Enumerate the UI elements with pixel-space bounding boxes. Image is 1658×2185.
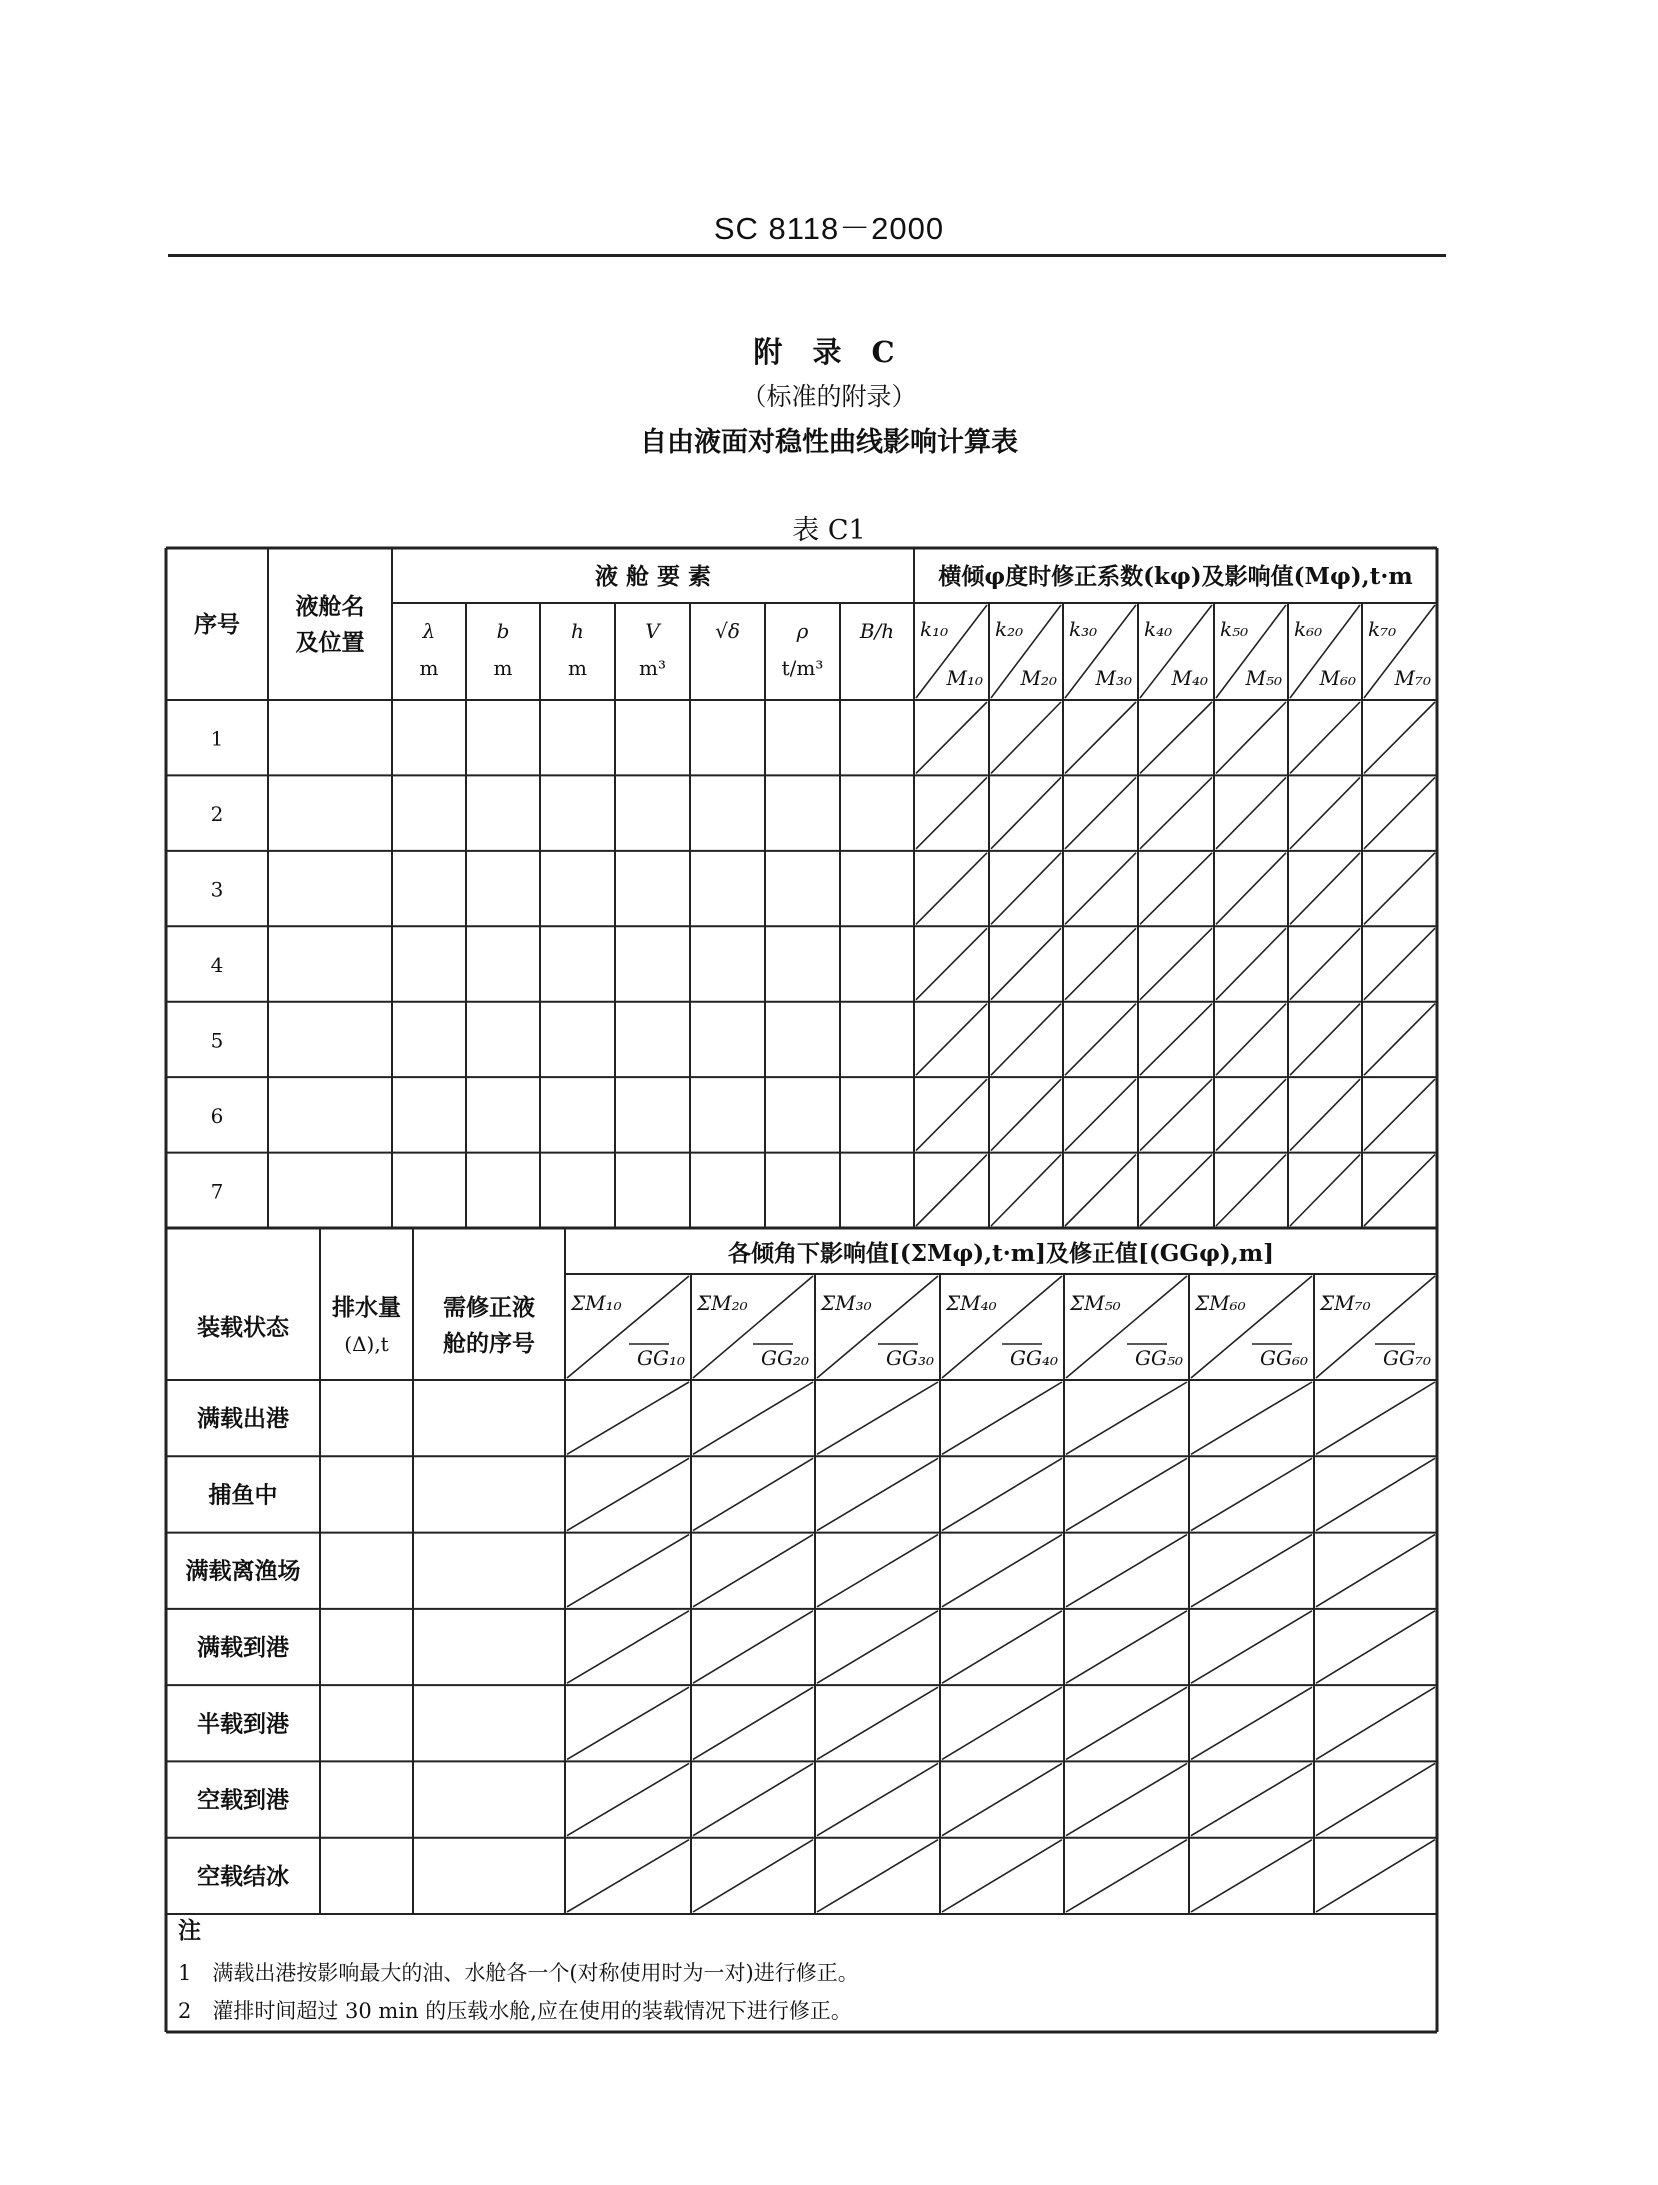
table1-cell-diagonal: [916, 1004, 987, 1075]
table2-cell-diagonal: [942, 1687, 1062, 1759]
table2-gg-label: GG₄₀: [1010, 1346, 1058, 1370]
table1-k-label: k₃₀: [1069, 617, 1098, 641]
table1-cell-diagonal: [1216, 928, 1286, 999]
table1-cell-diagonal: [991, 1079, 1061, 1150]
table2-cell-diagonal: [567, 1763, 689, 1835]
table2-state-label: 空载到港: [197, 1786, 289, 1814]
table1-element-symbol: ρ: [796, 619, 809, 643]
table1-elements-group-header: 液 舱 要 素: [594, 563, 712, 590]
table1-cell-diagonal: [1065, 1004, 1136, 1075]
table1-k-label: k₅₀: [1220, 617, 1249, 641]
table1-row-number: 4: [210, 953, 224, 977]
table2-cell-diagonal: [1191, 1687, 1312, 1759]
table1-cell-diagonal: [1140, 928, 1212, 999]
table1-element-unit: m: [493, 656, 513, 680]
table2-cell-diagonal: [567, 1382, 689, 1454]
table2-cell-diagonal: [1066, 1687, 1187, 1759]
table1-cell-diagonal: [1216, 1155, 1286, 1226]
table2-state-label: 空载结冰: [197, 1862, 289, 1890]
table1-m-label: M₅₀: [1245, 666, 1282, 690]
table1-cell-diagonal: [1065, 928, 1136, 999]
table1-m-label: M₆₀: [1319, 666, 1356, 690]
table1-row-number: 3: [210, 877, 224, 902]
table1-k-label: k₂₀: [995, 617, 1024, 641]
table2-sum-m-label: ΣM₅₀: [1070, 1291, 1121, 1315]
table1-cell-diagonal: [1364, 1155, 1435, 1226]
table1-element-unit: m: [419, 656, 439, 680]
table2-gg-label: GG₇₀: [1383, 1346, 1431, 1370]
table1-cell-diagonal: [1290, 1155, 1360, 1226]
table2-gg-label: GG₅₀: [1135, 1346, 1183, 1370]
table2-cell-diagonal: [567, 1535, 689, 1607]
table2-cell-diagonal: [693, 1382, 813, 1454]
table2-cell-diagonal: [693, 1611, 813, 1683]
table1-m-label: M₃₀: [1095, 666, 1132, 690]
table2-cell-diagonal: [1066, 1382, 1187, 1454]
table2-cell-diagonal: [693, 1687, 813, 1759]
table2-cell-diagonal: [817, 1382, 938, 1454]
table1-cell-diagonal: [1216, 702, 1286, 773]
table2-cell-diagonal: [817, 1763, 938, 1835]
table1-element-symbol: √δ: [715, 619, 740, 643]
table2-cell-diagonal: [693, 1840, 813, 1912]
table2-cell-diagonal: [1191, 1382, 1312, 1454]
table1-cell-diagonal: [1364, 702, 1435, 773]
table1-k-label: k₄₀: [1144, 617, 1173, 641]
table1-cell-diagonal: [1065, 702, 1136, 773]
table2-displacement-header-line2: (Δ),t: [344, 1332, 389, 1356]
table1-element-unit: m³: [639, 656, 666, 680]
table1-cell-diagonal: [1290, 1079, 1360, 1150]
table2-sum-m-label: ΣM₃₀: [821, 1291, 872, 1315]
table2-state-label: 半载到港: [197, 1710, 289, 1738]
table2-cell-diagonal: [942, 1458, 1062, 1530]
table2-cell-diagonal: [1316, 1611, 1435, 1683]
table2-cell-diagonal: [942, 1535, 1062, 1607]
table2-cell-diagonal: [817, 1535, 938, 1607]
table1-row-number: 5: [210, 1028, 224, 1053]
table2-cell-diagonal: [1191, 1840, 1312, 1912]
table2-cell-diagonal: [1066, 1763, 1187, 1835]
table1-cell-diagonal: [916, 702, 987, 773]
table2-cell-diagonal: [1316, 1840, 1435, 1912]
table1-cell-diagonal: [1065, 777, 1136, 848]
table1-row-number: 2: [210, 802, 224, 827]
table1-cell-diagonal: [1364, 928, 1435, 999]
table2-group-header: 各倾角下影响值[(ΣMφ),t·m]及修正值[(GGφ),m]: [727, 1240, 1275, 1267]
table1-element-symbol: B/h: [859, 619, 895, 643]
table2-sum-m-label: ΣM₁₀: [571, 1291, 622, 1315]
table1-cell-diagonal: [1290, 928, 1360, 999]
table1-row-number: 7: [210, 1179, 224, 1204]
table2-cell-diagonal: [693, 1458, 813, 1530]
table1-k-label: k₁₀: [920, 617, 949, 641]
table2-cell-diagonal: [942, 1840, 1062, 1912]
table2-gg-label: GG₃₀: [886, 1346, 934, 1370]
table1-m-label: M₄₀: [1171, 666, 1208, 690]
appendix-type: （标准的附录）: [741, 382, 917, 411]
table2-cell-diagonal: [1066, 1458, 1187, 1530]
table1-cell-diagonal: [1364, 1004, 1435, 1075]
table2-cell-diagonal: [1191, 1611, 1312, 1683]
document-code-header: SC 8118－2000: [713, 211, 945, 246]
table1-row-number: 6: [210, 1103, 224, 1128]
table1-element-symbol: V: [645, 619, 660, 643]
table1-cell-diagonal: [1140, 702, 1212, 773]
table1-cell-diagonal: [1290, 853, 1360, 924]
table2-seq-header-line2: 舱的序号: [443, 1330, 535, 1357]
table1-cell-diagonal: [916, 928, 987, 999]
table2-cell-diagonal: [942, 1382, 1062, 1454]
table2-state-label: 满载离渔场: [185, 1557, 301, 1585]
table2-gg-label: GG₁₀: [637, 1346, 685, 1370]
table1-k-label: k₆₀: [1294, 617, 1323, 641]
table1-cell-diagonal: [916, 777, 987, 848]
table1-seq-header: 序号: [194, 611, 240, 638]
table1-m-label: M₁₀: [946, 666, 983, 690]
table1-cell-diagonal: [1140, 777, 1212, 848]
table1-m-label: M₂₀: [1020, 666, 1057, 690]
table2-sum-m-label: ΣM₇₀: [1320, 1291, 1371, 1315]
table2-cell-diagonal: [1066, 1535, 1187, 1607]
table1-cell-diagonal: [991, 702, 1061, 773]
table2-cell-diagonal: [1316, 1382, 1435, 1454]
table1-cell-diagonal: [916, 1079, 987, 1150]
table1-cell-diagonal: [1140, 1155, 1212, 1226]
table1-k-label: k₇₀: [1368, 617, 1397, 641]
table2-state-label: 满载到港: [197, 1634, 289, 1661]
table2-sum-m-label: ΣM₄₀: [946, 1291, 997, 1315]
table2-sum-m-label: ΣM₆₀: [1195, 1291, 1246, 1315]
table1-cell-diagonal: [1364, 853, 1435, 924]
table2-cell-diagonal: [1316, 1763, 1435, 1835]
table1-tank-header-line1: 液舱名: [295, 593, 365, 620]
table2-cell-diagonal: [693, 1535, 813, 1607]
table2-state-header: 装载状态: [197, 1314, 289, 1341]
table1-cell-diagonal: [1065, 853, 1136, 924]
table2-cell-diagonal: [942, 1763, 1062, 1835]
appendix-title: 附 录 C: [753, 335, 905, 369]
table1-cell-diagonal: [1216, 777, 1286, 848]
table1-element-symbol: λ: [422, 619, 436, 643]
table2-gg-label: GG₆₀: [1260, 1346, 1308, 1370]
table2-cell-diagonal: [1066, 1611, 1187, 1683]
notes-label: 注: [178, 1917, 201, 1944]
table1-cell-diagonal: [1140, 853, 1212, 924]
table1-element-unit: m: [568, 656, 587, 680]
table2-cell-diagonal: [942, 1611, 1062, 1683]
table1-cell-diagonal: [991, 928, 1061, 999]
table-label: 表 C1: [792, 515, 866, 546]
table1-cell-diagonal: [1290, 777, 1360, 848]
table2-state-label: 捕鱼中: [208, 1481, 278, 1509]
table2-cell-diagonal: [567, 1840, 689, 1912]
table2-cell-diagonal: [817, 1611, 938, 1683]
table1-row-number: 1: [210, 726, 224, 751]
table2-cell-diagonal: [1316, 1687, 1435, 1759]
main-title: 自由液面对稳性曲线影响计算表: [640, 427, 1018, 458]
table1-cell-diagonal: [1216, 1004, 1286, 1075]
table2-cell-diagonal: [1316, 1458, 1435, 1530]
table2-seq-header-line1: 需修正液: [443, 1294, 535, 1321]
table-grid: [166, 548, 1437, 2032]
table2-cell-diagonal: [1191, 1763, 1312, 1835]
table2-sum-m-label: ΣM₂₀: [697, 1291, 748, 1315]
note-item: 1 满载出港按影响最大的油、水舱各一个(对称使用时为一对)进行修正。: [178, 1961, 859, 1985]
table1-cell-diagonal: [991, 1155, 1061, 1226]
note-item: 2 灌排时间超过 30 min 的压载水舱,应在使用的装载情况下进行修正。: [178, 1999, 852, 2023]
table2-cell-diagonal: [567, 1687, 689, 1759]
table1-cell-diagonal: [1216, 1079, 1286, 1150]
table1-cell-diagonal: [991, 853, 1061, 924]
table2-cell-diagonal: [817, 1458, 938, 1530]
table1-cell-diagonal: [1140, 1004, 1212, 1075]
table2-cell-diagonal: [1191, 1535, 1312, 1607]
table1-cell-diagonal: [991, 777, 1061, 848]
table1-element-symbol: h: [571, 619, 584, 643]
table2-gg-label: GG₂₀: [761, 1346, 809, 1370]
table2-cell-diagonal: [1066, 1840, 1187, 1912]
table2-cell-diagonal: [567, 1458, 689, 1530]
table2-cell-diagonal: [1316, 1535, 1435, 1607]
table1-cell-diagonal: [991, 1004, 1061, 1075]
table1-m-label: M₇₀: [1394, 666, 1431, 690]
table2-cell-diagonal: [693, 1763, 813, 1835]
table1-cell-diagonal: [916, 853, 987, 924]
table1-cell-diagonal: [1290, 702, 1360, 773]
table1-element-symbol: b: [496, 619, 510, 643]
table2-cell-diagonal: [817, 1840, 938, 1912]
table1-cell-diagonal: [1065, 1079, 1136, 1150]
table1-correction-group-header: 横倾φ度时修正系数(kφ)及影响值(Mφ),t·m: [938, 563, 1413, 590]
table1-element-unit: t/m³: [781, 656, 824, 680]
table1-tank-header-line2: 及位置: [295, 629, 365, 656]
table1-cell-diagonal: [1065, 1155, 1136, 1226]
table1-cell-diagonal: [1216, 853, 1286, 924]
table2-cell-diagonal: [817, 1687, 938, 1759]
table1-cell-diagonal: [1140, 1079, 1212, 1150]
table1-cell-diagonal: [1364, 1079, 1435, 1150]
table1-cell-diagonal: [1290, 1004, 1360, 1075]
table2-cell-diagonal: [567, 1611, 689, 1683]
table1-cell-diagonal: [916, 1155, 987, 1226]
table1-cell-diagonal: [1364, 777, 1435, 848]
table2-state-label: 满载出港: [197, 1405, 289, 1433]
table2-displacement-header-line1: 排水量: [332, 1294, 401, 1321]
table2-cell-diagonal: [1191, 1458, 1312, 1530]
